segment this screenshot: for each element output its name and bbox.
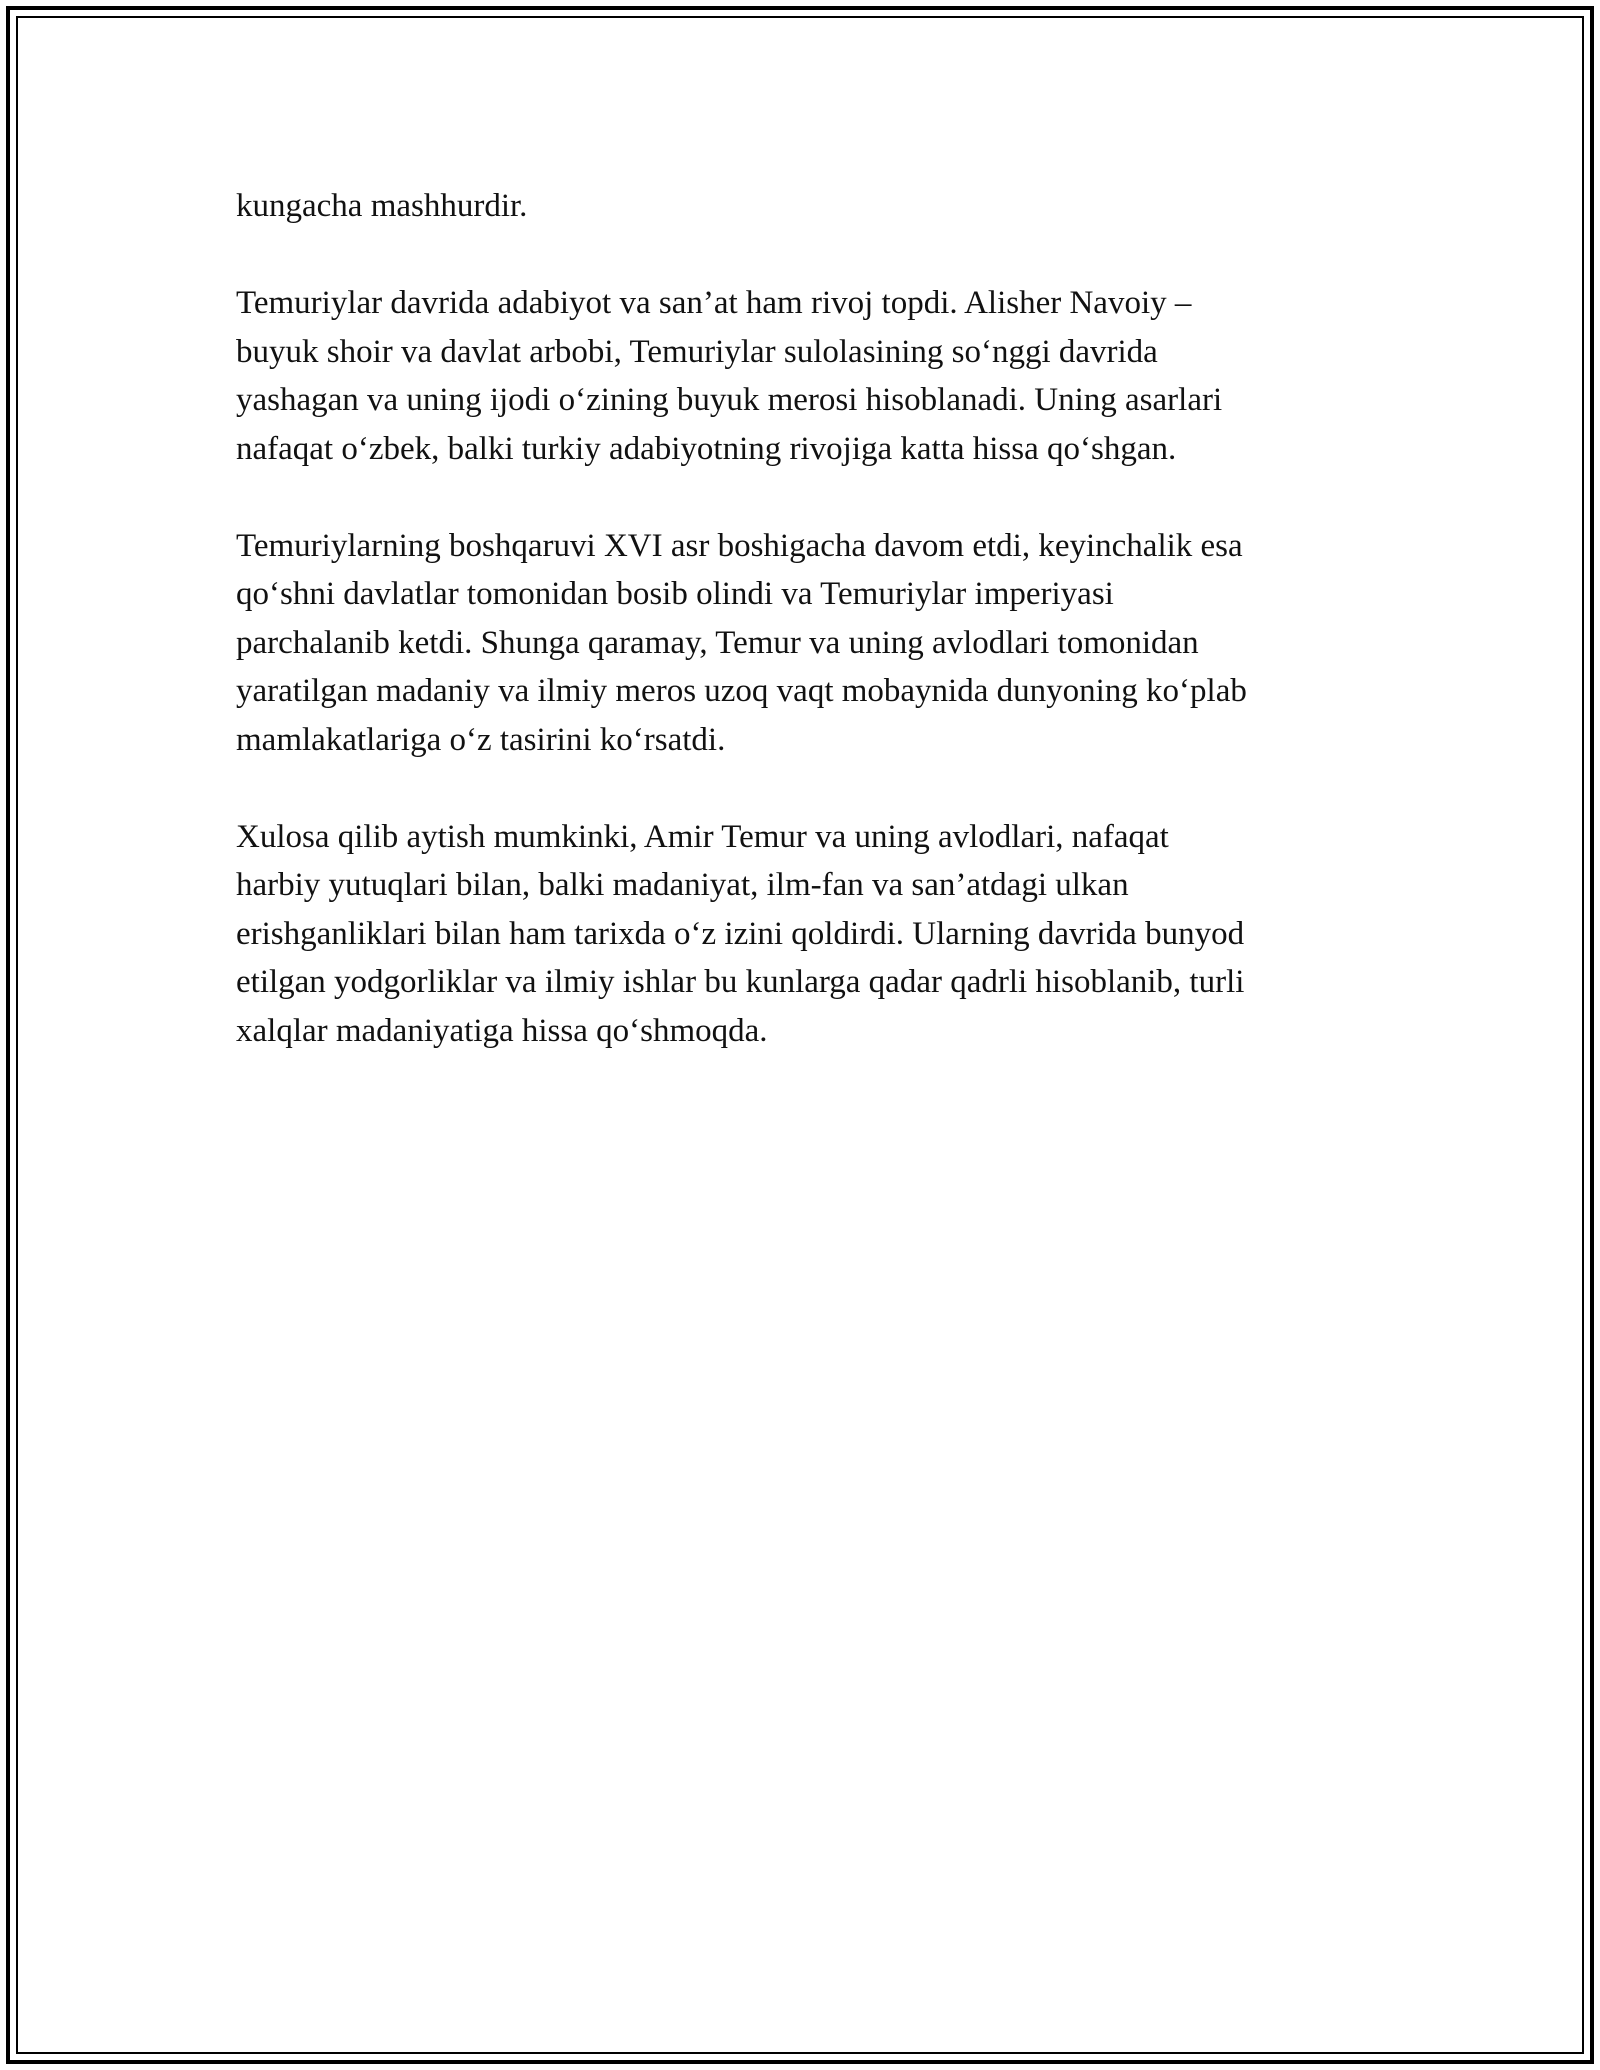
text-line: Temuriylarning boshqaruvi XVI asr boshigacha davom etdi, keyinchalik esa	[236, 527, 1243, 564]
text-line: erishganliklari bilan ham tarixda o‘z izini qoldirdi. Ularning davrida bunyod	[236, 915, 1245, 952]
text-line: harbiy yutuqlari bilan, balki madaniyat, ilm-fan va san’atdagi ulkan	[236, 867, 1129, 903]
text-line: yashagan va uning ijodi o‘zining buyuk merosi hisoblanadi. Uning asarlari	[236, 382, 1223, 418]
paragraph-4	[236, 813, 1376, 1056]
text-line: etilgan yodgorliklar va ilmiy ishlar bu kunlarga qadar qadrli hisoblanib, turli	[236, 964, 1245, 1000]
text-line: qo‘shni davlatlar tomonidan bosib olindi va Temuriylar imperiyasi	[236, 576, 1114, 612]
text-line: buyuk shoir va davlat arbobi, Temuriylar sulolasining so‘nggi davrida	[236, 333, 1158, 370]
text-line: yaratilgan madaniy va ilmiy meros uzoq vaqt mobaynida dunyoning ko‘plab	[236, 673, 1247, 709]
paragraph-1	[236, 182, 1376, 231]
text-line: Xulosa qilib aytish mumkinki, Amir Temur va uning avlodlari, nafaqat	[236, 818, 1169, 855]
text-line: Temuriylar davrida adabiyot va san’at ham rivoj topdi. Alisher Navoiy –	[236, 285, 1192, 321]
text-line: parchalanib ketdi. Shunga qaramay, Temur va uning avlodlari tomonidan	[236, 624, 1199, 661]
document-body	[236, 182, 1376, 1104]
text-line: xalqlar madaniyatiga hissa qo‘shmoqda.	[236, 1012, 768, 1049]
paragraph-2	[236, 279, 1376, 473]
text-line: nafaqat o‘zbek, balki turkiy adabiyotning rivojiga katta hissa qo‘shgan.	[236, 430, 1177, 467]
paragraph-3	[236, 522, 1376, 765]
text-line: kungacha mashhurdir.	[236, 188, 528, 224]
text-line: mamlakatlariga o‘z tasirini ko‘rsatdi.	[236, 721, 726, 758]
